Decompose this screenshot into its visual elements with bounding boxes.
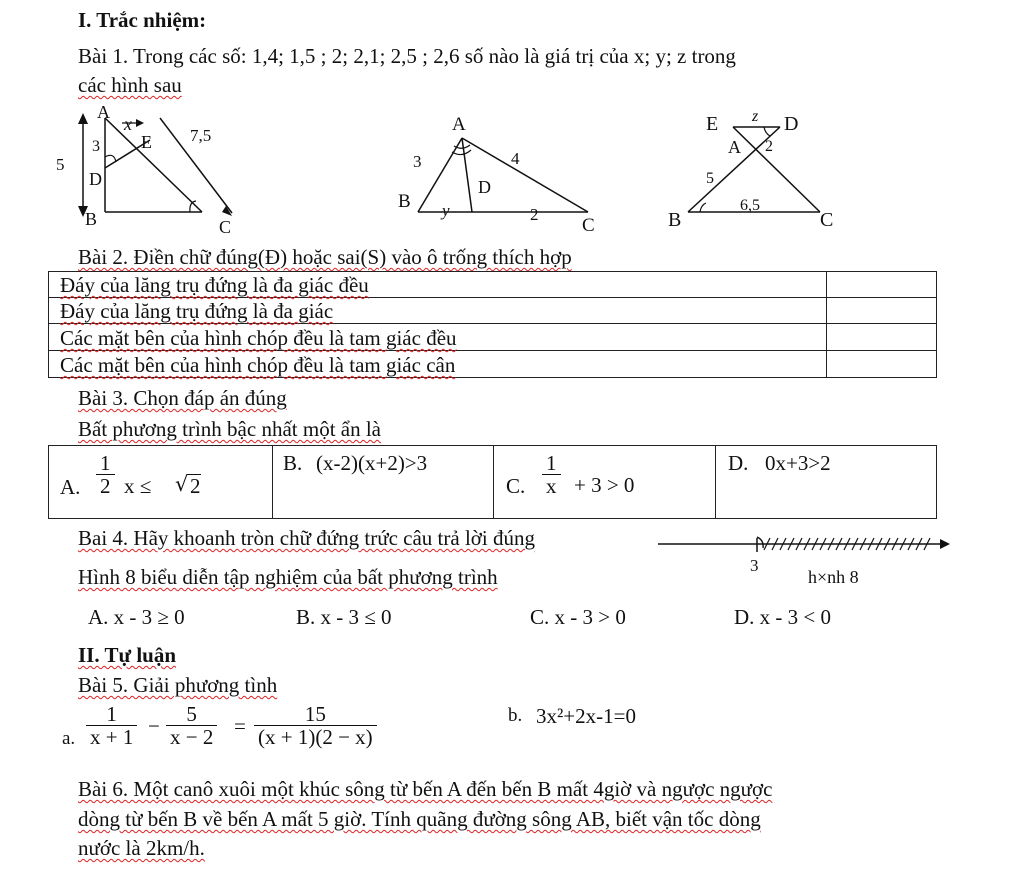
bai2-answer-cell-2[interactable] xyxy=(826,297,937,324)
bai3-title: Bài 3. Chọn đáp án đúng xyxy=(78,386,287,410)
fig1-label-B: B xyxy=(85,209,98,229)
fig3-label-A: A xyxy=(728,137,741,157)
bai3-C-rest: + 3 > 0 xyxy=(574,473,635,497)
bai2-row-3-text: Các mặt bên của hình chóp đều là tam giác đều xyxy=(60,326,457,350)
bai4-option-C[interactable]: C. x - 3 > 0 xyxy=(530,605,626,629)
fig2-label-4: 4 xyxy=(511,149,520,168)
fig3-label-2: 2 xyxy=(765,138,773,155)
bai5-fraction-2 xyxy=(166,703,217,748)
bai5-title: Bài 5. Giải phương tình xyxy=(78,673,278,697)
bai3-B-label: B. xyxy=(283,451,303,475)
fig2-label-D: D xyxy=(478,177,491,197)
bai3-A-label: A. xyxy=(60,475,81,499)
bai3-A-rest: x ≤ xyxy=(124,474,152,498)
bai6-line3: nước là 2km/h. xyxy=(78,836,205,860)
figure-2-triangle xyxy=(395,108,615,243)
bai2-title: Bài 2. Điền chữ đúng(Đ) hoặc sai(S) vào ô trống thích hợp xyxy=(78,245,572,269)
bai2-answer-cell-3[interactable] xyxy=(826,323,937,351)
bai3-D-label: D. xyxy=(728,451,749,475)
bai3-C-den: x xyxy=(546,474,557,498)
bai2-row-1-text: Đáy của lăng trụ đứng là đa giác đều xyxy=(60,273,369,297)
bai5-fraction-3 xyxy=(254,703,377,748)
bai2-answer-cell-4[interactable] xyxy=(826,350,937,378)
bai4-number-line-tick: 3 xyxy=(750,556,759,575)
bai5-f2-num: 5 xyxy=(166,703,217,726)
bai3-C-fraction xyxy=(542,452,561,497)
bai3-B-expr: (x-2)(x+2)>3 xyxy=(316,451,428,475)
bai5-f1-den: x + 1 xyxy=(90,725,134,749)
fig3-label-D: D xyxy=(784,113,799,135)
bai5-equals: = xyxy=(234,714,246,738)
fig2-label-A: A xyxy=(452,114,466,135)
fig3-label-E: E xyxy=(706,113,719,135)
bai2-row-4-text: Các mặt bên của hình chóp đều là tam giác cân xyxy=(60,353,456,377)
fig1-label-5: 5 xyxy=(56,155,65,174)
bai4-figure-caption: h×nh 8 xyxy=(808,567,859,587)
bai5-fraction-1 xyxy=(86,703,137,748)
fig2-label-B: B xyxy=(398,191,411,212)
bai6-line1: Bài 6. Một canô xuôi một khúc sông từ bến A đến bến B mất 4giờ và ngược ngược xyxy=(78,777,773,801)
fig2-label-y: y xyxy=(442,201,450,220)
sqrt-icon: √ xyxy=(175,472,189,496)
fig3-label-65: 6,5 xyxy=(740,197,760,214)
fig3-label-B: B xyxy=(668,209,682,231)
bai3-A-fraction xyxy=(96,452,115,497)
fig1-label-A: A xyxy=(97,102,110,122)
bai3-C-label: C. xyxy=(506,474,526,498)
figure-1-triangle xyxy=(50,100,290,240)
fig2-label-2: 2 xyxy=(530,205,539,224)
bai1-text-line1: Bài 1. Trong các số: 1,4; 1,5 ; 2; 2,1; 2,5 ; 2,6 số nào là giá trị của x; y; z trong xyxy=(78,44,736,68)
fig1-label-C: C xyxy=(219,217,232,237)
fig1-label-D: D xyxy=(89,169,102,189)
bai1-text-line2: các hình sau xyxy=(78,73,182,97)
fig3-label-z: z xyxy=(752,108,759,125)
bai4-option-B[interactable]: B. x - 3 ≤ 0 xyxy=(296,605,392,629)
bai4-option-A[interactable]: A. x - 3 ≥ 0 xyxy=(88,605,185,629)
bai3-A-sqrt-value: 2 xyxy=(190,474,201,498)
fig3-label-5: 5 xyxy=(706,170,714,187)
fig1-label-x: x xyxy=(124,114,132,134)
fig1-label-75: 7,5 xyxy=(190,126,212,145)
section1-title: I. Trắc nhiệm: xyxy=(78,8,207,32)
bai3-question: Bất phương trình bậc nhất một ẩn là xyxy=(78,417,382,441)
bai3-option-A-cell[interactable] xyxy=(48,445,273,519)
figure-3-triangle xyxy=(665,105,850,235)
bai2-row-2-text: Đáy của lăng trụ đứng là đa giác xyxy=(60,299,334,323)
fig3-label-C: C xyxy=(820,209,834,231)
fig2-label-C: C xyxy=(582,215,595,236)
bai5-b-expr: 3x²+2x-1=0 xyxy=(536,704,636,728)
bai4-number-line xyxy=(655,530,955,560)
bai4-text: Hình 8 biểu diễn tập nghiệm của bất phương trình xyxy=(78,565,498,589)
bai5-f3-den: (x + 1)(2 − x) xyxy=(258,725,373,749)
bai3-A-num: 1 xyxy=(96,452,115,475)
bai6-line2: dòng từ bến B về bến A mất 5 giờ. Tính quãng đường sông AB, biết vận tốc dòng xyxy=(78,807,761,831)
bai4-title: Bai 4. Hãy khoanh tròn chữ đứng trức câu trả lời đúng xyxy=(78,526,535,550)
bai4-option-D[interactable]: D. x - 3 < 0 xyxy=(734,605,832,629)
fig1-label-3: 3 xyxy=(92,138,100,155)
bai3-C-num: 1 xyxy=(542,452,561,475)
fig1-label-E: E xyxy=(141,132,152,152)
bai5-f1-num: 1 xyxy=(86,703,137,726)
bai5-f2-den: x − 2 xyxy=(170,725,214,749)
bai3-A-den: 2 xyxy=(100,474,111,498)
bai3-D-expr: 0x+3>2 xyxy=(765,451,831,475)
bai5-b-label: b. xyxy=(508,705,523,726)
bai5-f3-num: 15 xyxy=(254,703,377,726)
bai2-answer-cell-1[interactable] xyxy=(826,271,937,298)
section2-title: II. Tự luận xyxy=(78,643,177,667)
bai5-a-label: a. xyxy=(62,728,76,749)
fig2-label-3: 3 xyxy=(413,152,422,171)
bai5-minus: − xyxy=(148,714,160,738)
